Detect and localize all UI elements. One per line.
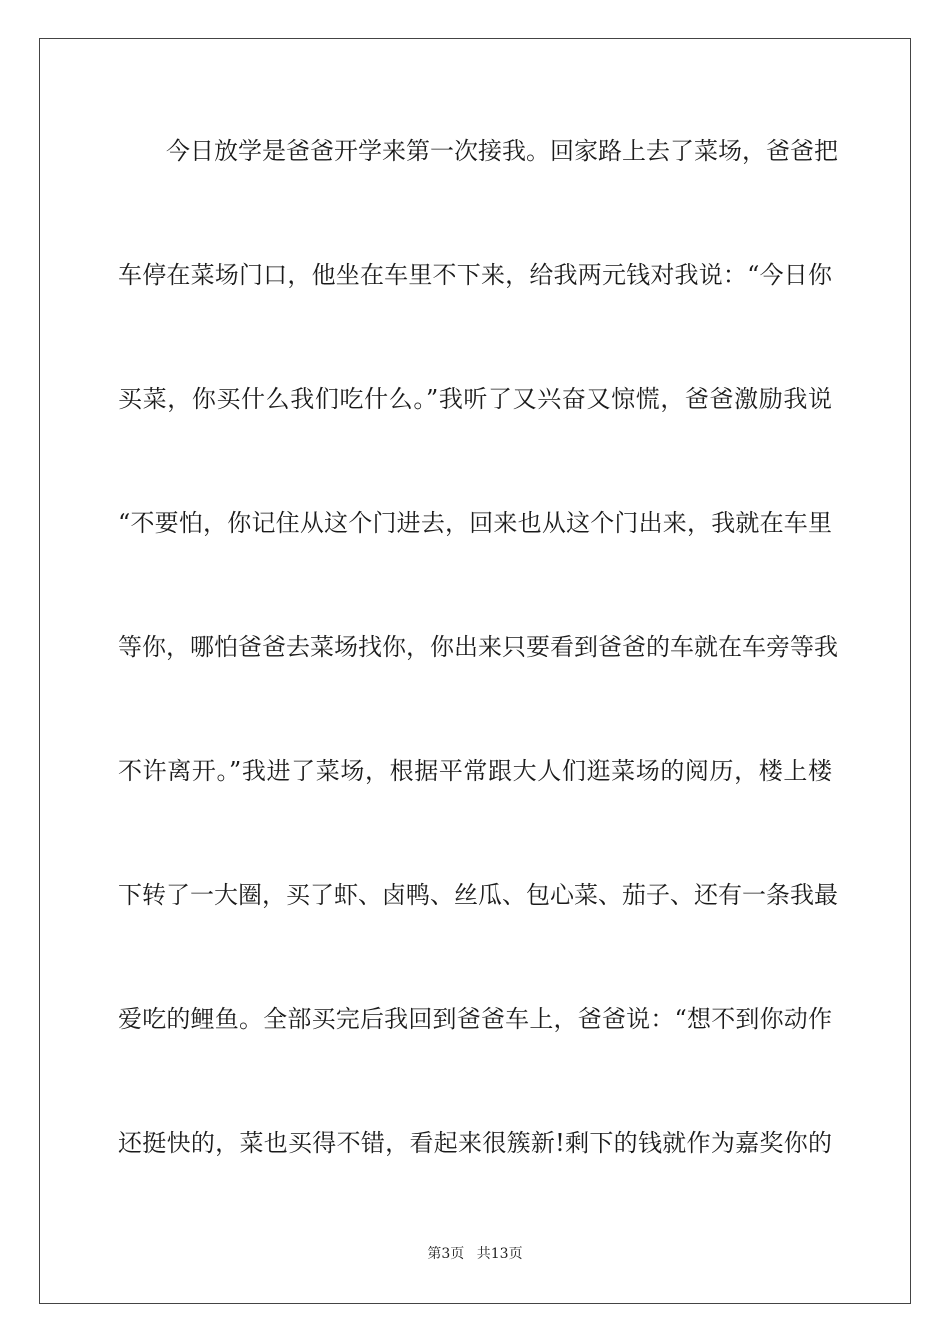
paragraph-line: 买菜，你买什么我们吃什么。”我听了又兴奋又惊慌，爸爸激励我说 [118,385,832,413]
page-footer [0,1245,950,1263]
paragraph-line: 下转了一大圈，买了虾、卤鸭、丝瓜、包心菜、茄子、还有一条我最 [118,881,838,909]
paragraph-line: 车停在菜场门口，他坐在车里不下来，给我两元钱对我说：“今日你 [118,261,832,289]
page-number: 第3页 [427,1246,465,1262]
paragraph-line: 不许离开。”我进了菜场，根据平常跟大人们逛菜场的阅历，楼上楼 [118,757,832,785]
paragraph-line: 等你，哪怕爸爸去菜场找你，你出来只要看到爸爸的车就在车旁等我 [118,633,838,661]
page-border [39,38,911,1304]
total-pages: 共13页 [476,1246,523,1262]
paragraph-line: 爱吃的鲤鱼。全部买完后我回到爸爸车上，爸爸说：“想不到你动作 [118,1005,832,1033]
paragraph-line: 还挺快的，菜也买得不错，看起来很簇新!剩下的钱就作为嘉奖你的 [118,1129,832,1157]
paragraph-line: 今日放学是爸爸开学来第一次接我。回家路上去了菜场，爸爸把 [166,137,838,165]
paragraph-line: “不要怕，你记住从这个门进去，回来也从这个门出来，我就在车里 [118,509,832,537]
